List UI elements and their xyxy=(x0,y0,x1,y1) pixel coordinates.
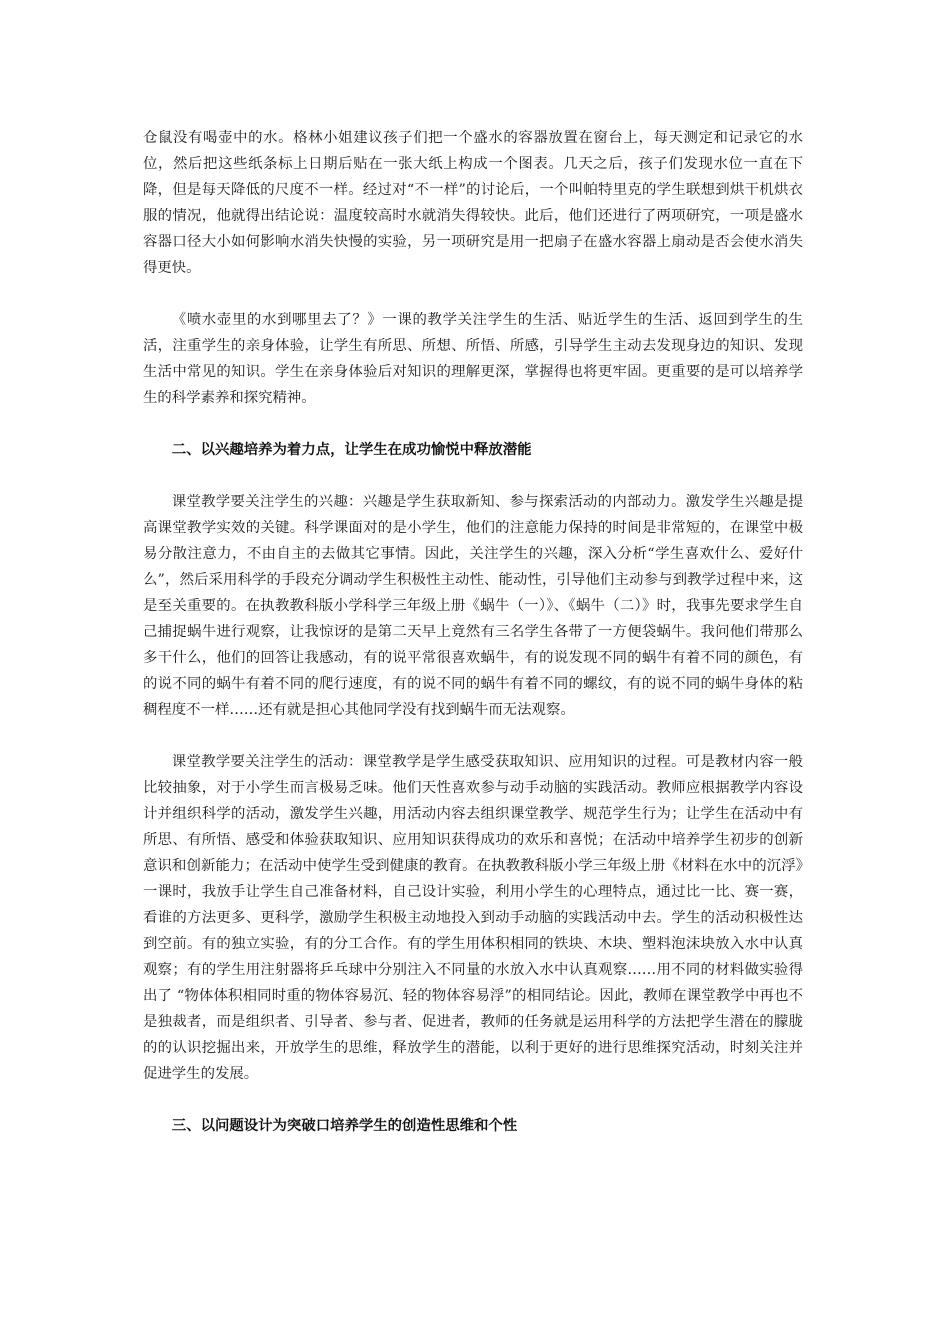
paragraph-student-activity: 课堂教学要关注学生的活动：课堂教学是学生感受获取知识、应用知识的过程。可是教材内容一般比较抽象，对于小学生而言极易乏味。他们天性喜欢参与动手动脑的实践活动。教师应根据教学内容设计并组织科学的活动，激发学生兴趣，用活动内容去组织课堂教学、规范学生行为；让学生在活动中有所思、有所悟、感受和体验获取知识、应用知识获得成功的欢乐和喜悦；在活动中培养学生初步的创新意识和创新能力；在活动中使学生受到健康的教育。在执教教科版小学三年级上册《材料在水中的沉浮》一课时，我放手让学生自己准备材料，自己设计实验，利用小学生的心理特点，通过比一比、赛一赛，看谁的方法更多、更科学，激励学生积极主动地投入到动手动脑的实践活动中去。学生的活动积极性达到空前。有的独立实验，有的分工合作。有的学生用体积相同的铁块、木块、塑料泡沫块放入水中认真观察；有的学生用注射器将乒乓球中分别注入不同量的水放入水中认真观察……用不同的材料做实验得出了 “物体体积相同时重的物体容易沉、轻的物体容易浮”的相同结论。因此，教师在课堂教学中再也不是独裁者，而是组织者、引导者、参与者、促进者，教师的任务就是运用科学的方法把学生潜在的朦胧的的认识挖掘出来，开放学生的思维，释放学生的潜能，以利于更好的进行思维探究活动，时刻关注并促进学生的发展。 xyxy=(143,754,803,1082)
paragraph-hamster-experiment: 仓鼠没有喝壶中的水。格林小姐建议孩子们把一个盛水的容器放置在窗台上，每天测定和记录它的水位，然后把这些纸条标上日期后贴在一张大纸上构成一个图表。几天之后，孩子们发现水位一直在下降，但是每天降低的尺度不一样。经过对“不一样”的讨论后，一个叫帕特里克的学生联想到烘干机烘衣服的情况，他就得出结论说：温度较高时水就消失得较快。此后，他们还进行了两项研究，一项是盛水容器口径大小如何影响水消失快慢的实验，另一项研究是用一把扇子在盛水容器上扇动是否会使水消失得更快。 xyxy=(143,130,803,276)
paragraph-watering-can-lesson: 《喷水壶里的水到哪里去了？》一课的教学关注学生的生活、贴近学生的生活、返回到学生的生活，注重学生的亲身体验，让学生有所思、所想、所悟、所感，引导学生主动去发现身边的知识、发现生活中常见的知识。学生在亲身体验后对知识的理解更深，掌握得也将更牢固。更重要的是可以培养学生的科学素养和探究精神。 xyxy=(143,312,803,406)
section-heading-question-design: 三、以问题设计为突破口培养学生的创造性思维和个性 xyxy=(171,1118,518,1134)
section-heading-interest: 二、以兴趣培养为着力点，让学生在成功愉悦中释放潜能 xyxy=(171,442,532,458)
paragraph-student-interest: 课堂教学要关注学生的兴趣：兴趣是学生获取新知、参与探索活动的内部动力。激发学生兴趣是提高课堂教学实效的关键。科学课面对的是小学生，他们的注意能力保持的时间是非常短的，在课堂中极易分散注意力，不由自主的去做其它事情。因此，关注学生的兴趣，深入分析“学生喜欢什么、爱好什么”，然后采用科学的手段充分调动学生积极性主动性、能动性，引导他们主动参与到教学过程中来，这是至关重要的。在执教教科版小学科学三年级上册《蜗牛（一）》、《蜗牛（二）》时，我事先要求学生自己捕捉蜗牛进行观察，让我惊讶的是第二天早上竟然有三名学生各带了一方便袋蜗牛。我问他们带那么多干什么，他们的回答让我感动，有的说平常很喜欢蜗牛，有的说发现不同的蜗牛有着不同的颜色，有的说不同的蜗牛有着不同的爬行速度，有的说不同的蜗牛有着不同的螺纹，有的说不同的蜗牛身体的粘稠程度不一样……还有就是担心其他同学没有找到蜗牛而无法观察。 xyxy=(143,494,803,718)
document-body xyxy=(143,125,803,1165)
